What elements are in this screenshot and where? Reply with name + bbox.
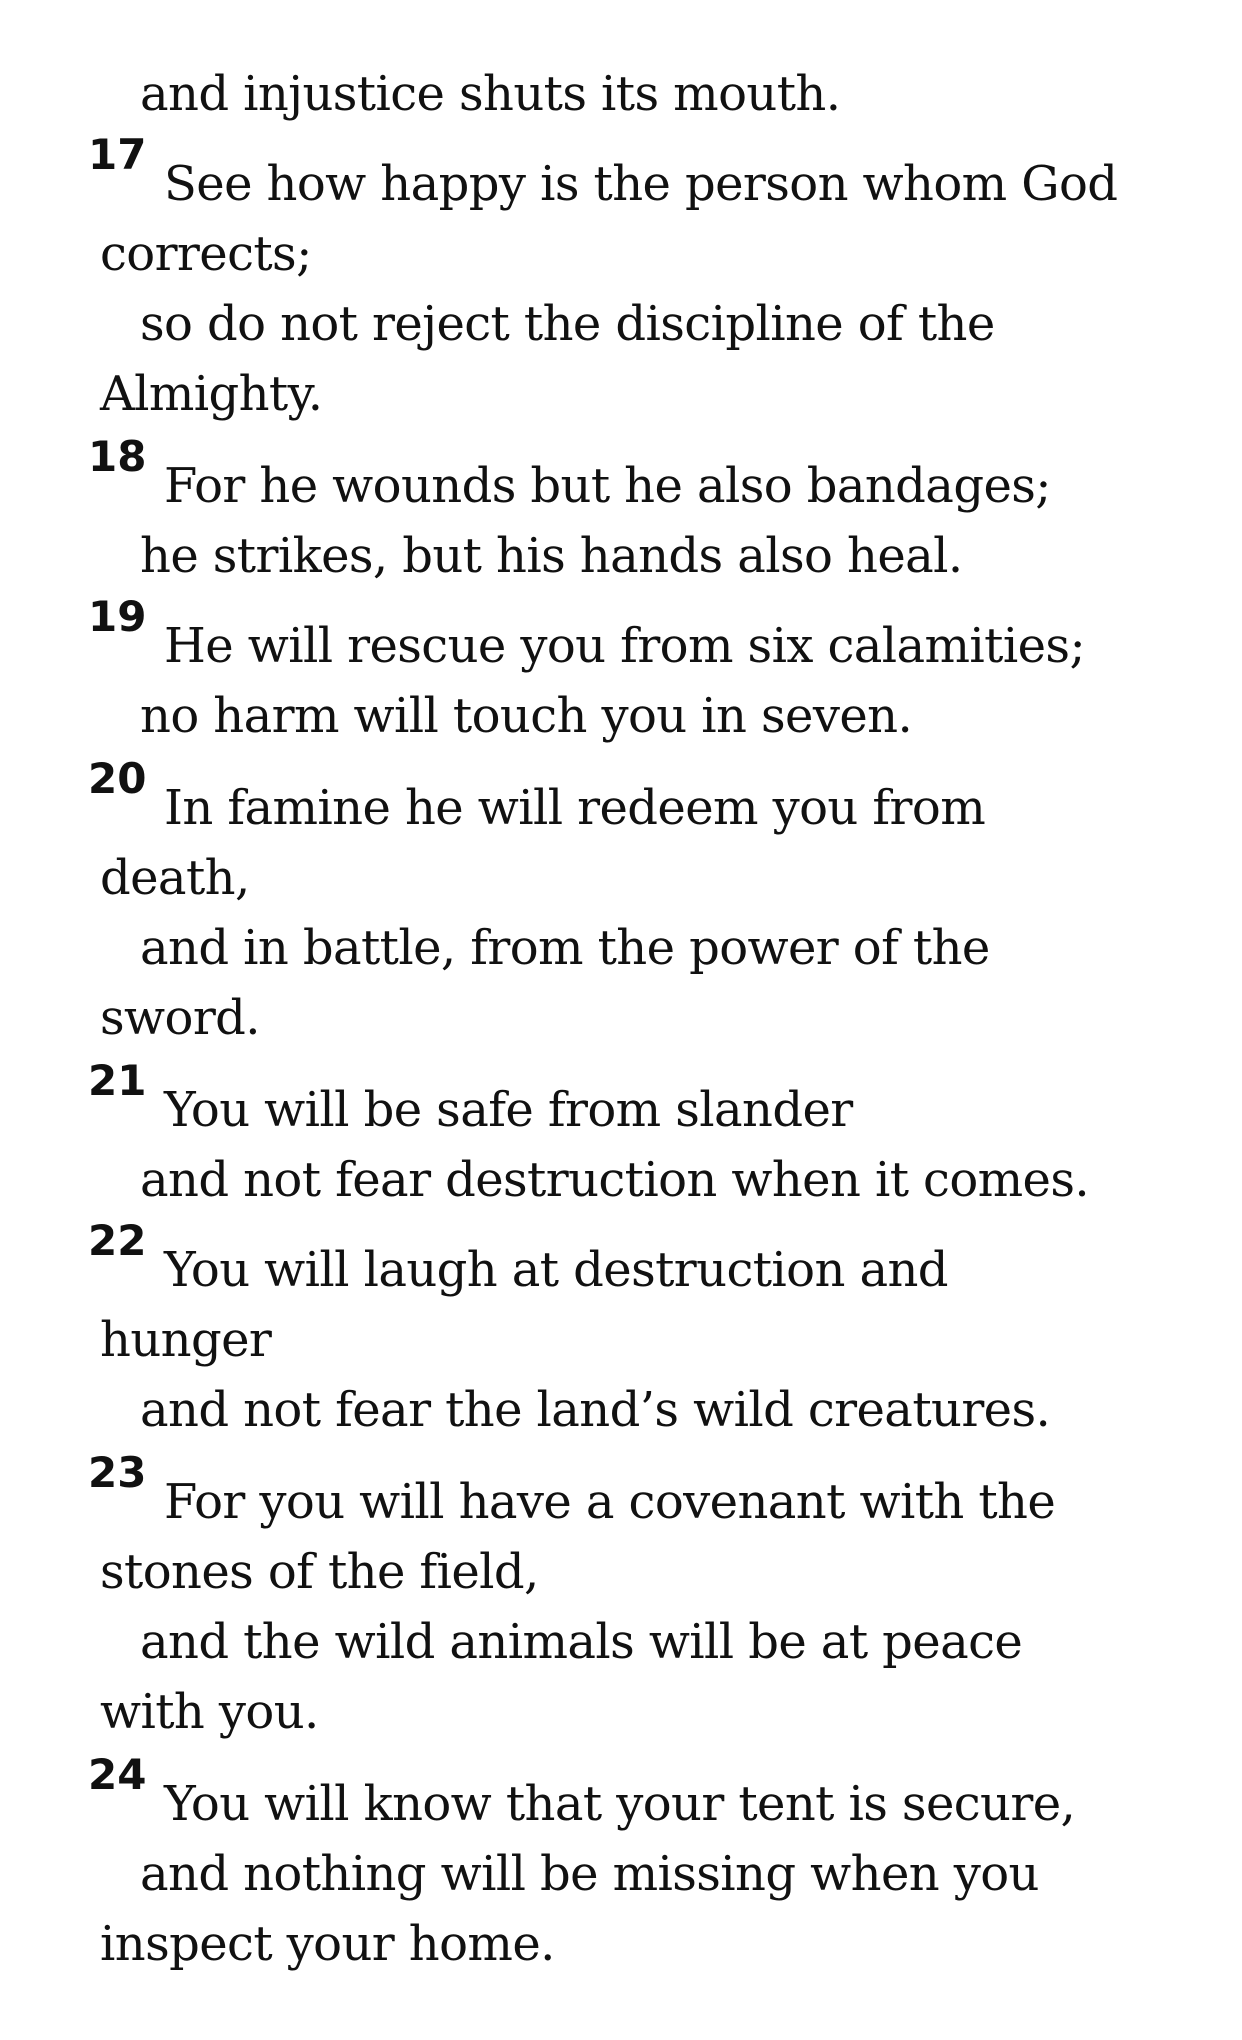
verse-18-line-1: For he wounds but he also bandages; (164, 458, 1051, 514)
verse-number-18: 18 (88, 432, 147, 481)
verse-18-line-2: he strikes, but his hands also heal. (140, 528, 963, 584)
verse-24-line-2-wrap: inspect your home. (100, 1916, 555, 1972)
verse-20-line-2-wrap: sword. (100, 990, 260, 1046)
verse-24-line-2: and nothing will be missing when you (140, 1846, 1039, 1902)
verse-number-19: 19 (88, 592, 147, 641)
verse-number-20: 20 (88, 754, 147, 803)
verse-17-line-2-wrap: Almighty. (100, 366, 323, 422)
verse-number-23: 23 (88, 1448, 147, 1497)
verse-20-line-2: and in battle, from the power of the (140, 920, 990, 976)
verse-16-line-2: and injustice shuts its mouth. (140, 66, 841, 122)
verse-23-line-2-wrap: with you. (100, 1684, 319, 1740)
verse-17-line-1: See how happy is the person whom God (164, 156, 1118, 212)
verse-22-line-1: You will laugh at destruction and (164, 1242, 948, 1298)
verse-21-line-2: and not fear destruction when it comes. (140, 1152, 1090, 1208)
verse-number-22: 22 (88, 1216, 147, 1265)
verse-17-line-1-wrap: corrects; (100, 226, 312, 282)
verse-21-line-1: You will be safe from slander (164, 1082, 853, 1138)
verse-24-line-1: You will know that your tent is secure, (164, 1776, 1076, 1832)
verse-20-line-1: In famine he will redeem you from (164, 780, 986, 836)
verse-23-line-1-wrap: stones of the field, (100, 1544, 539, 1600)
verse-19-line-2: no harm will touch you in seven. (140, 688, 913, 744)
verse-23-line-2: and the wild animals will be at peace (140, 1614, 1023, 1670)
verse-23-line-1: For you will have a covenant with the (164, 1474, 1056, 1530)
verse-22-line-2: and not fear the land’s wild creatures. (140, 1382, 1051, 1438)
verse-number-24: 24 (88, 1750, 147, 1799)
verse-17-line-2: so do not reject the discipline of the (140, 296, 995, 352)
verse-20-line-1-wrap: death, (100, 850, 250, 906)
verse-number-21: 21 (88, 1056, 147, 1105)
verse-number-17: 17 (88, 130, 147, 179)
verse-19-line-1: He will rescue you from six calamities; (164, 618, 1086, 674)
verse-22-line-1-wrap: hunger (100, 1312, 272, 1368)
